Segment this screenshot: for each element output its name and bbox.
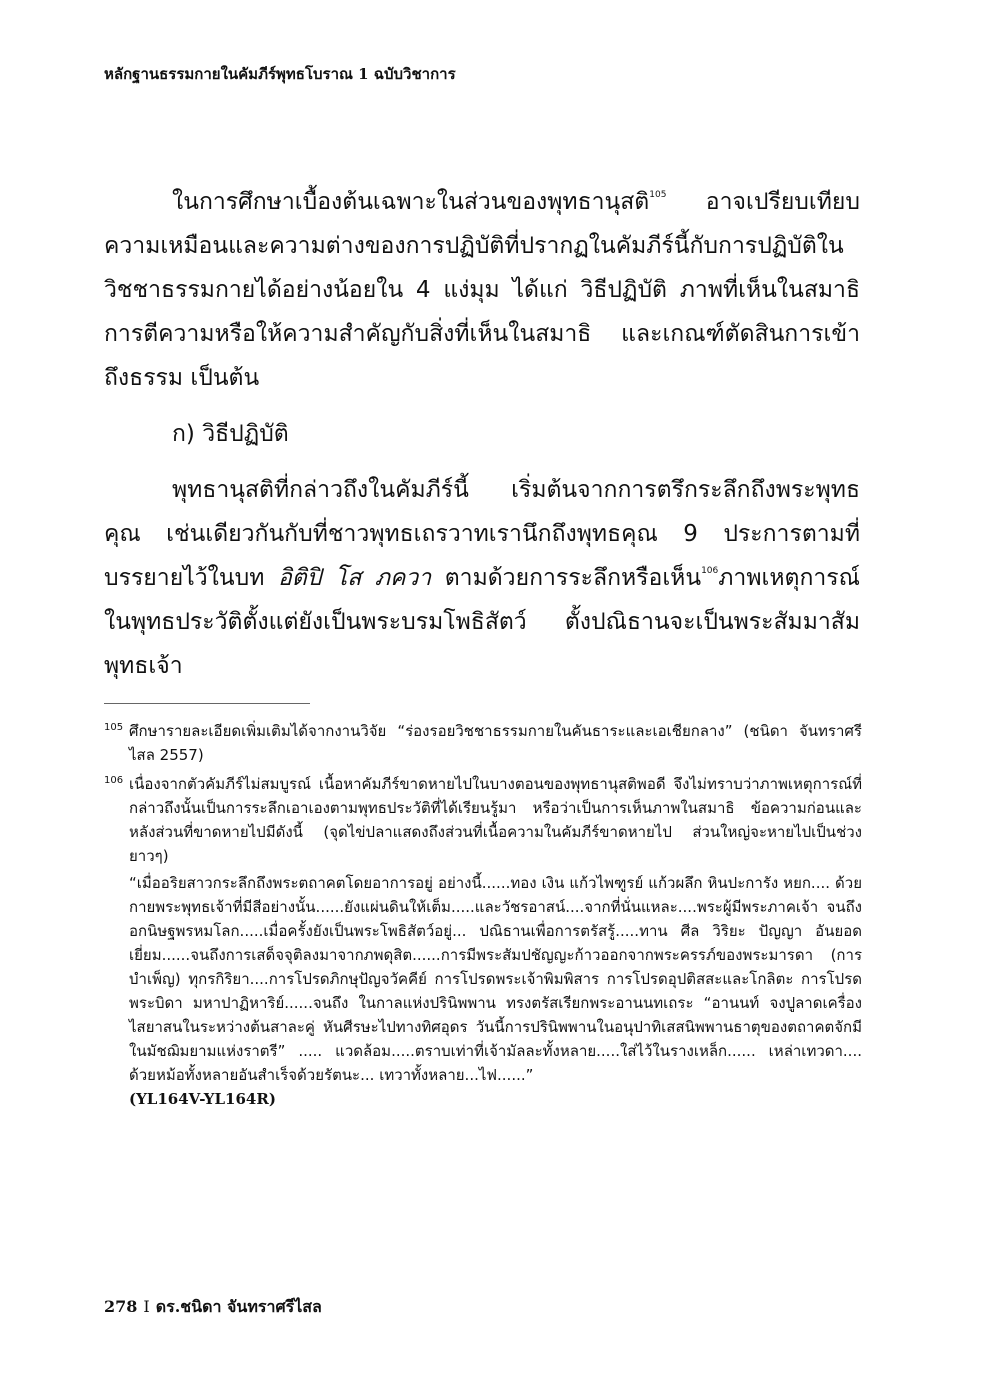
- paragraph-practice: [104, 468, 860, 688]
- footnote-citation: (YL164V-YL164R): [129, 1090, 276, 1108]
- footnote-number: 105: [104, 722, 124, 733]
- footnotes: [104, 719, 862, 1111]
- footnote-ref-105[interactable]: 105: [649, 190, 667, 200]
- footnote-ref-106[interactable]: 106: [701, 566, 719, 576]
- paragraph-intro-text-1: ในการศึกษาเบื้องต้นเฉพาะในส่วนของพุทธานุสติ: [172, 189, 650, 215]
- main-text: [104, 180, 860, 688]
- author-name: ดร.ชนิดา จันทราศรีไสล: [155, 1297, 322, 1316]
- paragraph-practice-text-3: ภาพเหตุการณ์ในพุทธประวัติตั้งแต่ยังเป็นพระบรมโพธิสัตว์ ตั้งปณิธานจะเป็นพระสัมมาสัมพุทธเจ้า: [104, 565, 860, 679]
- footnote-105: [104, 719, 862, 767]
- running-header: หลักฐานธรรมกายในคัมภีร์พุทธโบราณ 1 ฉบับวิชาการ: [104, 65, 456, 83]
- footnote-divider: [104, 703, 310, 704]
- paragraph-intro: [104, 180, 860, 400]
- footnote-text: ศึกษารายละเอียดเพิ่มเติมได้จากงานวิจัย “ร่องรอยวิชชาธรรมกายในคันธาระและเอเชียกลาง” (ชนิดา จันทราศรีไสล 2557): [129, 722, 862, 764]
- section-heading-a: ก) วิธีปฏิบัติ: [172, 421, 289, 447]
- paragraph-practice-text-1: พุทธานุสติที่กล่าวถึงในคัมภีร์นี้ เริ่มต้นจากการตรึกระลึกถึงพระพุทธคุณ เช่นเดียวกันกับที่ชาวพุทธเถรวาทเรานึกถึงพุทธคุณ 9 ประการตามที่บรรยายไว้ในบท: [104, 477, 860, 591]
- footnote-text: เนื่องจากตัวคัมภีร์ไม่สมบูรณ์ เนื้อหาคัมภีร์ขาดหายไปในบางตอนของพุทธานุสติพอดี จึงไม่ทราบว่าภาพเหตุการณ์ที่กล่าวถึงนั้นเป็นการระลึกเอาเองตามพุทธประวัติที่ได้เรียนรู้มา หรือว่าเป็นการเห็นภาพในสมาธิ ข้อความก่อนและหลังส่วนที่ขาดหายไปมีดังนี้ (จุดไข่ปลาแสดงถึงส่วนที่เนื้อความในคัมภีร์ขาดหายไป ส่วนใหญ่จะหายไปเป็นช่วงยาวๆ): [129, 775, 862, 865]
- paragraph-intro-text-2: อาจเปรียบเทียบความเหมือนและความต่างของการปฏิบัติที่ปรากฏในคัมภีร์นี้กับการปฏิบัติในวิชชาธรรมกายได้อย่างน้อยใน 4 แง่มุม ได้แก่ วิธีปฏิบัติ ภาพที่เห็นในสมาธิ การตีความหรือให้ความสำคัญกับสิ่งที่เห็นในสมาธิ และเกณฑ์ตัดสินการเข้าถึงธรรม เป็นต้น: [104, 189, 860, 391]
- page-number: 278: [104, 1297, 138, 1316]
- footnote-number: 106: [104, 775, 124, 786]
- italic-pali-phrase: อิติปิ โส ภควา: [277, 565, 432, 591]
- footer-separator: I: [143, 1297, 150, 1316]
- paragraph-practice-text-2: ตามด้วยการระลึกหรือเห็น: [431, 565, 702, 591]
- footnote-106: [104, 772, 862, 868]
- page-footer: [104, 1295, 322, 1320]
- footnote-quote: “เมื่ออริยสาวกระลึกถึงพระตถาคตโดยอาการอยู่ อย่างนี้......ทอง เงิน แก้วไพฑูรย์ แก้วผลึก หินปะการัง หยก.... ด้วยกายพระพุทธเจ้าที่มีสีอย่างนั้น......ยังแผ่นดินให้เต็ม.....และวัชรอาสน์....จากที่นั่นแหละ....พระผู้มีพระภาคเจ้า จนถึงอกนิษฐพรหมโลก.....เมื่อครั้งยังเป็นพระโพธิสัตว์อยู่... ปณิธานเพื่อการตรัสรู้.....ทาน ศีล วิริยะ ปัญญา อันยอดเยี่ยม......จนถึงการเสด็จจุติลงมาจากภพดุสิต......การมีพระสัมปชัญญะก้าวออกจากพระครรภ์ของพระมารดา (การบำเพ็ญ) ทุกรกิริยา....การโปรดภิกษุปัญจวัคคีย์ การโปรดพระเจ้าพิมพิสาร การโปรดอุปติสสะและโกลิตะ การโปรดพระบิดา มหาปาฏิหาริย์......จนถึง ในกาลแห่งปรินิพพาน ทรงตรัสเรียกพระอานนทเถระ “อานนท์ จงปูลาดเครื่องไสยาสนในระหว่างต้นสาละคู่ หันศีรษะไปทางทิศอุดร วันนี้การปรินิพพานในอนุปาทิเสสนิพพานธาตุของตถาคตจักมีในมัชฌิมยามแห่งราตรี” ..... แวดล้อม.....ตราบเท่าที่เจ้ามัลละทั้งหลาย.....ใส่ไว้ในรางเหล็ก...... เหล่าเทวดา.... ด้วยหม้อทั้งหลายอันสำเร็จด้วยรัตนะ... เทวาทั้งหลาย...ไฟ......”: [129, 874, 862, 1084]
